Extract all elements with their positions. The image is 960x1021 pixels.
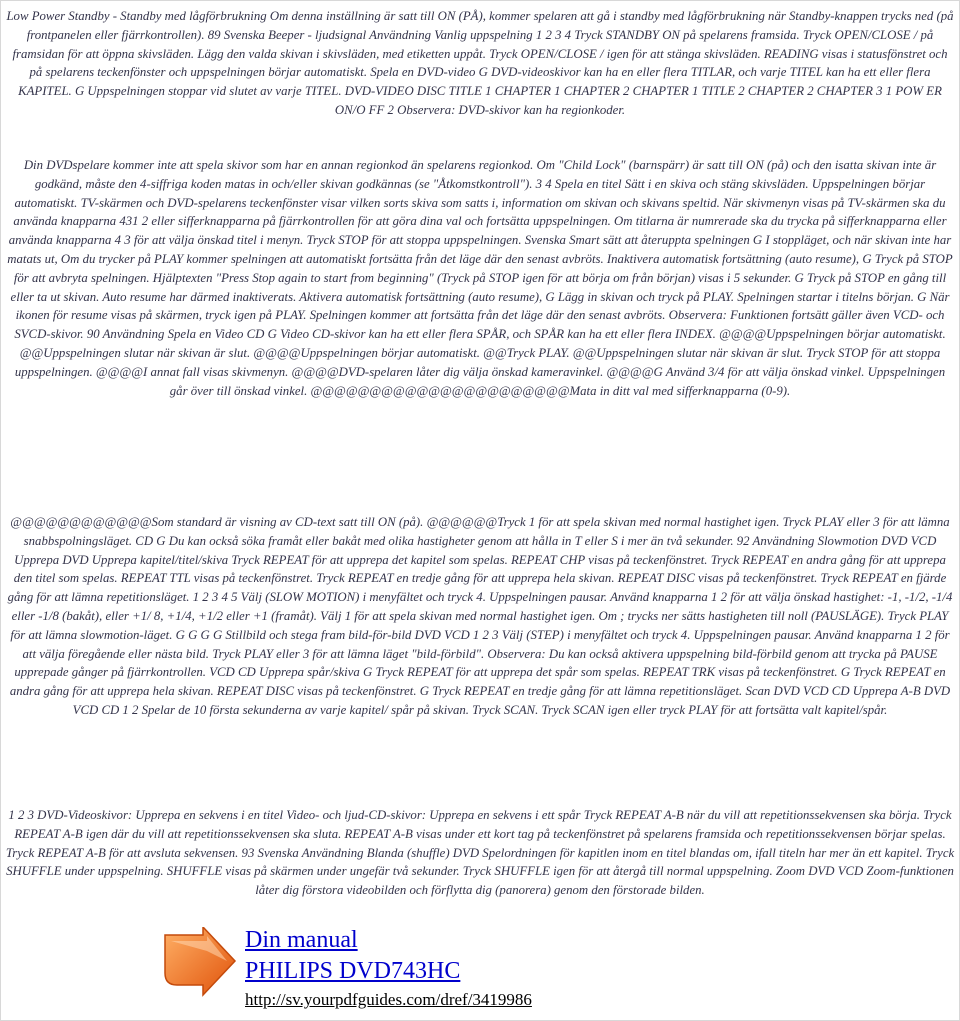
paragraph-repeat-slowmotion: @@@@@@@@@@@@Som standard är visning av CD-text satt till ON (på). @@@@@@Tryck 1 för att spela skivan med normal hastighet igen. Tryck PLAY eller 3 för att lämna snabbspolningsläget. CD G Du kan också söka framåt eller bakåt med olika hastigheter genom att hålla in T eller S i mer än två sekunder. 92 Användning Slowmotion DVD VCD Upprepa DVD Upprepa kapitel/titel/skiva Tryck REPEAT för att upprepa det kapitel som spelas. REPEAT CHP visas på teckenfönstret. Tryck REPEAT en andra gång för att upprepa den titel som spelas. REPEAT TTL visas på teckenfönstret. Tryck REPEAT en tredje gång för att upprepa hela skivan. REPEAT DISC visas på teckenfönstret. Tryck REPEAT en fjärde gång för att lämna repetitionsläget. 1 2 3 4 5 Välj (SLOW MOTION) i menyfältet och tryck 4. Uppspelningen pausar. Använd knapparna 1 2 för att välja önskad hastighet: -1, -1/2, -1/4 eller -1/8 (bakåt), eller +1/ 8, +1/4, +1/2 eller +1 (framåt). Välj 1 för att spela skivan med normal hastighet igen. Om ; trycks ner sätts hastigheten till noll (PAUSLÄGE). Tryck PLAY för att lämna slowmotion-läget. G G G G Stillbild och stega fram bild-för-bild DVD VCD 1 2 3 Välj (STEP) i menyfältet och tryck 4. Uppspelningen pausar. Använd knapparna 1 2 för att välja föregående eller nästa bild. Tryck PLAY eller 3 för att lämna läget "bild-förbild". Observera: Du kan också aktivera uppspelning bild-förbild genom att trycka på PAUSE upprepade gånger på fjärrkontrollen. VCD CD Upprepa spår/skiva G Tryck REPEAT för att upprepa det spår som spelas. REPEAT TRK visas på teckenfönstret. G Tryck REPEAT en andra gång för att upprepa hela skivan. REPEAT DISC visas på teckenfönstret. G Tryck REPEAT en tredje gång för att lämna repetitionsläget. Scan DVD VCD CD Upprepa A-B DVD VCD CD 1 2 Spelar de 10 första sekunderna av varje kapitel/ spår på skivan. Tryck SCAN. Tryck SCAN igen eller tryck PLAY för att fortsätta valt kapitel/spår.: [7, 515, 953, 717]
paragraph-repeat-ab-shuffle: 1 2 3 DVD-Videoskivor: Upprepa en sekvens i en titel Video- och ljud-CD-skivor: Upprepa en sekvens i ett spår Tryck REPEAT A-B när du vill att repetitionssekvensen ska börja. Tryck REPEAT A-B igen där du vill att repetitionssekvensen ska sluta. REPEAT A-B visas under ett kort tag på teckenfönstret på spelarens framsida och repetitionssekvensen börjar spelas. Tryck REPEAT A-B för att avsluta sekvensen. 93 Svenska Användning Blanda (shuffle) DVD Spelordningen för kapitlen inom en titel blandas om, ifall titeln har mer än ett kapitel. Tryck SHUFFLE under uppspelning. SHUFFLE visas på skärmen under ungefär två sekunder. Tryck SHUFFLE igen för att återgå till normal uppspelning. Zoom DVD VCD Zoom-funktionen låter dig förstora videobilden och förflytta dig (panorera) genom den förstorade bilden.: [5, 808, 955, 898]
product-link[interactable]: PHILIPS DVD743HC: [245, 958, 461, 984]
paragraph-standby: Low Power Standby - Standby med lågförbrukning Om denna inställning är satt till ON (PÅ), kommer spelaren att gå i standby med lågförbrukning när Standby-knappen trycks ned (på frontpanelen eller fjärrkontrollen). 89 Svenska Beeper - ljudsignal Användning Vanlig uppspelning 1 2 3 4 Tryck STANDBY ON på spelarens framsida. Tryck OPEN/CLOSE / på framsidan för att öppna skivsläden. Lägg den valda skivan i skivsläden, med etiketten uppåt. Tryck OPEN/CLOSE / igen för att stänga skivsläden. READING visas i statusfönstret och på spelarens teckenfönster och uppspelningen börjar automatiskt. Spela en DVD-video G DVD-videoskivor kan ha en eller flera TITLAR, och varje TITEL kan ha ett eller flera KAPITEL. G Uppspelningen stoppar vid slutet av varje TITEL. DVD-VIDEO DISC TITLE 1 CHAPTER 1 CHAPTER 2 CHAPTER 1 TITLE 2 CHAPTER 2 CHAPTER 3 1 POW ER ON/O FF 2 Observera: DVD-skivor kan ha regionkoder.: [6, 9, 954, 117]
paragraph-region-playback: Din DVDspelare kommer inte att spela skivor som har en annan regionkod än spelarens regionkod. Om "Child Lock" (barnspärr) är satt till ON (på) och den isatta skivan inte är godkänd, måste den 4-siffriga koden matas in och/eller skivan godkännas (se "Åtkomstkontroll"). 3 4 Spela en titel Sätt i en skiva och stäng skivsläden. Uppspelningen börjar automatiskt. TV-skärmen och DVD-spelarens teckenfönster visar vilken sorts skiva som satts i, information om skivan och skivans speltid. När skivmenyn visas på TV-skärmen ska du använda knapparna 431 2 eller sifferknapparna på fjärrkontrollen för att göra dina val och fortsätta uppspelningen. Om titlarna är numrerade ska du trycka på sifferknapparna eller använda knapparna 4 3 för att välja önskad titel i menyn. Tryck STOP för att stoppa uppspelningen. Svenska Smart sätt att återuppta spelningen G I stoppläget, och när skivan inte har matats ut, Om du trycker på PLAY kommer spelningen att automatiskt fortsätta från det läge där den senast avbröts. Inaktivera automatisk fortsättning (auto resume), G Tryck på STOP för att avbryta spelningen. Hjälptexten "Press Stop again to start from beginning" (Tryck på STOP igen för att börja om från början) visas i 5 sekunder. G Tryck på STOP en gång till eller ta ut skivan. Auto resume har därmed inaktiverats. Aktivera automatisk fortsättning (auto resume), G Lägg in skivan och tryck på PLAY. Spelningen startar i titelns början. G När ikonen för resume visas på skärmen, tryck igen på PLAY. Spelningen kommer att fortsätta från det läge där den senast avbröts. Observera: Funktionen fortsätt gäller även VCD- och SVCD-skivor. 90 Användning Spela en Video CD G Video CD-skivor kan ha ett eller flera SPÅR, och SPÅR kan ha ett eller flera INDEX. @@@@Uppspelningen börjar automatiskt. @@Uppspelningen slutar när skivan är slut. @@@@Uppspelningen börjar automatiskt. @@Tryck PLAY. @@Uppspelningen slutar när skivan är slut. Tryck STOP för att stoppa uppspelningen. @@@@I annat fall visas skivmenyn. @@@@DVD-spelaren låter dig välja önskad kameravinkel. @@@@G Använd 3/4 för att välja önskad vinkel. Uppspelningen går över till önskad vinkel. @@@@@@@@@@@@@@@@@@@@@@Mata in ditt val med sifferknapparna (0-9).: [7, 158, 953, 398]
manual-footer: [151, 923, 651, 1019]
url-link[interactable]: http://sv.yourpdfguides.com/dref/3419986: [245, 990, 532, 1009]
orange-arrow-icon: [159, 927, 239, 1004]
manual-link[interactable]: Din manual: [245, 927, 358, 953]
footer-links: [245, 925, 532, 1011]
